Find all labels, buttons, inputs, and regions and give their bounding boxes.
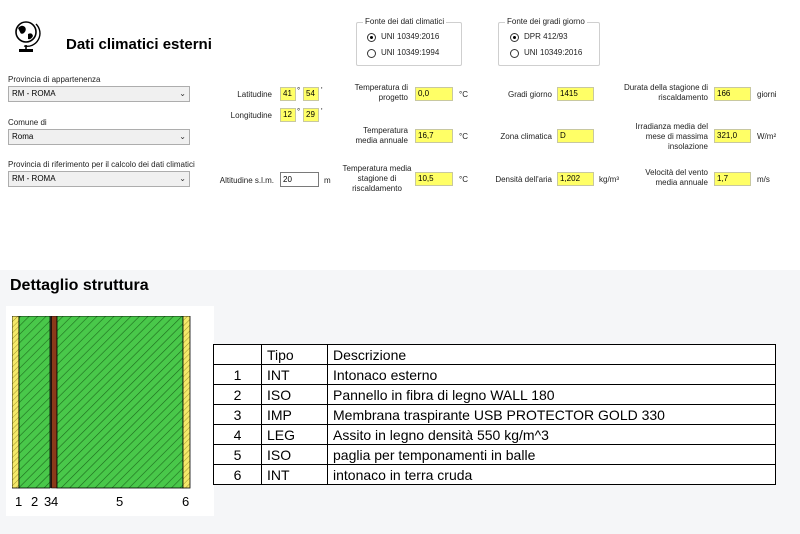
durata-stagione-value: 166 xyxy=(714,87,751,101)
table-header-row xyxy=(214,345,776,365)
temp-riscaldamento-value: 10,5 xyxy=(415,172,453,186)
cell-descrizione: paglia per temponamenti in balle xyxy=(328,445,776,465)
temp-progetto-unit: °C xyxy=(459,90,468,99)
comune-label: Comune di xyxy=(8,118,47,127)
irradianza-label: Irradianza media del mese di massima insolazione xyxy=(635,122,708,151)
cell-descrizione: Pannello in fibra di legno WALL 180 xyxy=(328,385,776,405)
zona-climatica-label: Zona climatica xyxy=(500,132,552,141)
temp-progetto-label: Temperatura di progetto xyxy=(354,83,408,102)
axis-label-2: 2 xyxy=(31,494,39,509)
minute-symbol: ' xyxy=(321,107,323,116)
structure-title: Dettaglio struttura xyxy=(10,277,149,294)
longitude-label: Longitudine xyxy=(230,111,272,120)
axis-label-4: 4 xyxy=(51,494,59,509)
longitude-minutes: 29 xyxy=(303,108,319,122)
irradianza-unit: W/m² xyxy=(757,132,777,141)
provincia-label: Provincia di appartenenza xyxy=(8,75,101,84)
cell-tipo: INT xyxy=(262,365,328,385)
climate-source-caption: Fonte dei dati climatici xyxy=(365,17,445,26)
page-title: Dati climatici esterni xyxy=(66,36,212,53)
degree-day-source-group xyxy=(498,17,600,66)
axis-label-3: 3 xyxy=(44,494,52,509)
provincia-rif-select[interactable]: RM - ROMA ⌄ xyxy=(8,171,190,187)
table-row[interactable] xyxy=(214,365,776,385)
temp-riscaldamento-label: Temperatura media stagione di riscaldamento xyxy=(342,164,412,193)
cell-number: 4 xyxy=(214,425,262,445)
radio-dpr-412[interactable]: DPR 412/93 xyxy=(510,32,568,42)
durata-stagione-unit: giorni xyxy=(757,90,777,99)
radio-dot-icon xyxy=(510,33,519,42)
degree-symbol: ° xyxy=(297,86,301,95)
provincia-rif-label: Provincia di riferimento per il calcolo dei dati climatici xyxy=(8,160,195,169)
latitude-minutes: 54 xyxy=(303,87,319,101)
cell-descrizione: Intonaco esterno xyxy=(328,365,776,385)
table-row[interactable] xyxy=(214,385,776,405)
minute-symbol: ' xyxy=(321,86,323,95)
cell-number: 5 xyxy=(214,445,262,465)
altitude-input[interactable]: 20 xyxy=(280,172,319,187)
cell-number: 6 xyxy=(214,465,262,485)
velocita-vento-unit: m/s xyxy=(757,175,770,184)
radio-uni-2016[interactable]: UNI 10349:2016 xyxy=(367,32,439,42)
degree-day-source-caption: Fonte dei gradi giorno xyxy=(507,17,585,26)
temp-media-unit: °C xyxy=(459,132,468,141)
table-row[interactable] xyxy=(214,445,776,465)
cell-number: 3 xyxy=(214,405,262,425)
temp-riscaldamento-unit: °C xyxy=(459,175,468,184)
gradi-giorno-label: Gradi giorno xyxy=(507,90,552,99)
latitude-label: Latitudine xyxy=(237,90,272,99)
provincia-select[interactable]: RM - ROMA ⌄ xyxy=(8,86,190,102)
radio-uni-2016-gg[interactable]: UNI 10349:2016 xyxy=(510,48,582,58)
cell-descrizione: Assito in legno densità 550 kg/m^3 xyxy=(328,425,776,445)
velocita-vento-label: Velocità del vento media annuale xyxy=(645,168,708,187)
chevron-down-icon: ⌄ xyxy=(179,132,186,141)
velocita-vento-value: 1,7 xyxy=(714,172,751,186)
temp-progetto-value: 0,0 xyxy=(415,87,453,101)
layer-6-clay-plaster xyxy=(183,316,190,488)
cell-descrizione: Membrana traspirante USB PROTECTOR GOLD 330 xyxy=(328,405,776,425)
cell-tipo: IMP xyxy=(262,405,328,425)
densita-aria-label: Densità dell'aria xyxy=(495,175,552,184)
layer-1-plaster xyxy=(12,316,19,488)
table-row[interactable] xyxy=(214,425,776,445)
cell-number: 1 xyxy=(214,365,262,385)
col-header-number xyxy=(214,345,262,365)
radio-dot-icon xyxy=(367,49,376,58)
axis-label-5: 5 xyxy=(116,494,124,509)
gradi-giorno-value: 1415 xyxy=(557,87,594,101)
climate-source-group xyxy=(356,17,462,66)
densita-aria-unit: kg/m³ xyxy=(599,175,619,184)
cell-number: 2 xyxy=(214,385,262,405)
cell-tipo: ISO xyxy=(262,385,328,405)
chevron-down-icon: ⌄ xyxy=(179,89,186,98)
irradianza-value: 321,0 xyxy=(714,129,751,143)
col-header-descrizione: Descrizione xyxy=(328,345,776,365)
longitude-degrees: 12 xyxy=(280,108,296,122)
cell-tipo: LEG xyxy=(262,425,328,445)
cell-tipo: ISO xyxy=(262,445,328,465)
axis-label-6: 6 xyxy=(182,494,190,509)
radio-uni-1994[interactable]: UNI 10349:1994 xyxy=(367,48,439,58)
zona-climatica-value: D xyxy=(557,129,594,143)
altitude-unit: m xyxy=(324,176,331,185)
radio-dot-icon xyxy=(367,33,376,42)
temp-media-value: 16,7 xyxy=(415,129,453,143)
layers-table xyxy=(213,344,776,485)
layer-4-wood xyxy=(52,316,58,488)
radio-dot-icon xyxy=(510,49,519,58)
axis-label-1: 1 xyxy=(15,494,23,509)
altitude-label: Altitudine s.l.m. xyxy=(219,176,274,185)
degree-symbol: ° xyxy=(297,107,301,116)
cell-tipo: INT xyxy=(262,465,328,485)
wall-section-drawing xyxy=(12,316,198,492)
comune-select[interactable]: Roma ⌄ xyxy=(8,129,190,145)
densita-aria-value: 1,202 xyxy=(557,172,594,186)
durata-stagione-label: Durata della stagione di riscaldamento xyxy=(623,83,708,102)
latitude-degrees: 41 xyxy=(280,87,296,101)
cell-descrizione: intonaco in terra cruda xyxy=(328,465,776,485)
layer-2-fiber xyxy=(19,316,50,488)
chevron-down-icon: ⌄ xyxy=(179,174,186,183)
layer-5-straw xyxy=(57,316,183,488)
globe-icon xyxy=(12,18,42,54)
temp-media-label: Temperatura media annuale xyxy=(355,126,408,145)
table-row[interactable] xyxy=(214,405,776,425)
table-row[interactable] xyxy=(214,465,776,485)
col-header-tipo: Tipo xyxy=(262,345,328,365)
